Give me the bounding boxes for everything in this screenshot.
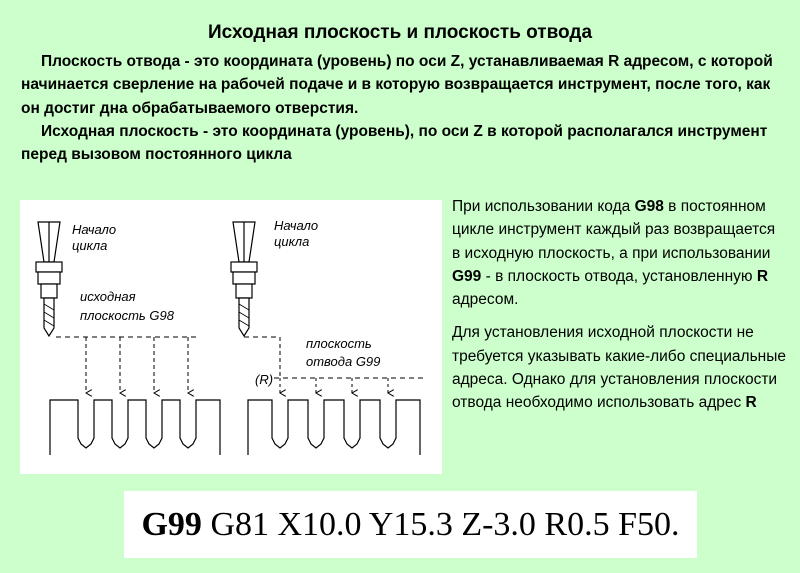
left-plane-label-line1: исходная xyxy=(80,289,136,304)
bold-term: R xyxy=(756,267,769,285)
text-run: в постоянном цикле инструмент каждый раз возвращается в исходную плоскость, а при использовании xyxy=(452,198,776,262)
right-workpiece xyxy=(248,400,420,455)
left-workpiece xyxy=(50,400,220,455)
code-rest: G81 X10.0 Y15.3 Z-3.0 R0.5 F50. xyxy=(201,506,680,543)
bold-term: R xyxy=(745,394,757,412)
text-run: Для установления исходной плоскости не требуется указывать какие-либо специальные адреса. Однако для установления плоскости отвода необходимо использовать адрес xyxy=(452,324,786,412)
diagram-svg xyxy=(20,200,442,474)
text-run: При использовании кода xyxy=(452,198,635,215)
right-plane-label-line1: плоскость xyxy=(306,336,372,351)
retract-plane-definition: Плоскость отвода - это координата (уровень) по оси Z, устанавливаемая R адресом, с которой начинается сверление на рабочей подаче и в которую возвращается инструмент, после того, как он достиг дна обрабатываемого отверстия. xyxy=(21,53,773,117)
left-start-label-line1: Начало xyxy=(72,222,117,237)
text-run: адресом. xyxy=(452,291,519,309)
drilling-cycle-diagram xyxy=(20,200,442,474)
side-paragraph-1 xyxy=(452,195,787,311)
right-tool-icon xyxy=(231,222,257,336)
right-start-label-line2: цикла xyxy=(274,234,310,249)
text-run: - в плоскость отвода, установленную xyxy=(481,267,757,285)
initial-plane-definition: Исходная плоскость - это координата (уровень), по оси Z в которой располагался инструмент перед вызовом постоянного цикла xyxy=(21,122,768,164)
right-feed-arrows xyxy=(280,378,388,393)
right-start-label-line1: Начало xyxy=(274,218,319,233)
page-title: Исходная плоскость и плоскость отвода xyxy=(207,22,593,43)
side-explanation xyxy=(452,195,787,425)
left-plane-label-line2: плоскость G98 xyxy=(80,308,174,323)
intro-text xyxy=(21,50,791,166)
code-example xyxy=(124,491,697,558)
r-address-label: (R) xyxy=(255,372,274,387)
right-plane-label-line2: отвода G99 xyxy=(306,354,381,369)
left-start-label-line2: цикла xyxy=(72,238,108,253)
code-g99: G99 xyxy=(141,506,202,543)
side-paragraph-2 xyxy=(452,321,787,414)
left-tool-icon xyxy=(36,222,62,336)
bold-term: G99 xyxy=(452,267,482,285)
left-feed-arrows xyxy=(86,337,188,393)
bold-term: G98 xyxy=(634,198,664,215)
